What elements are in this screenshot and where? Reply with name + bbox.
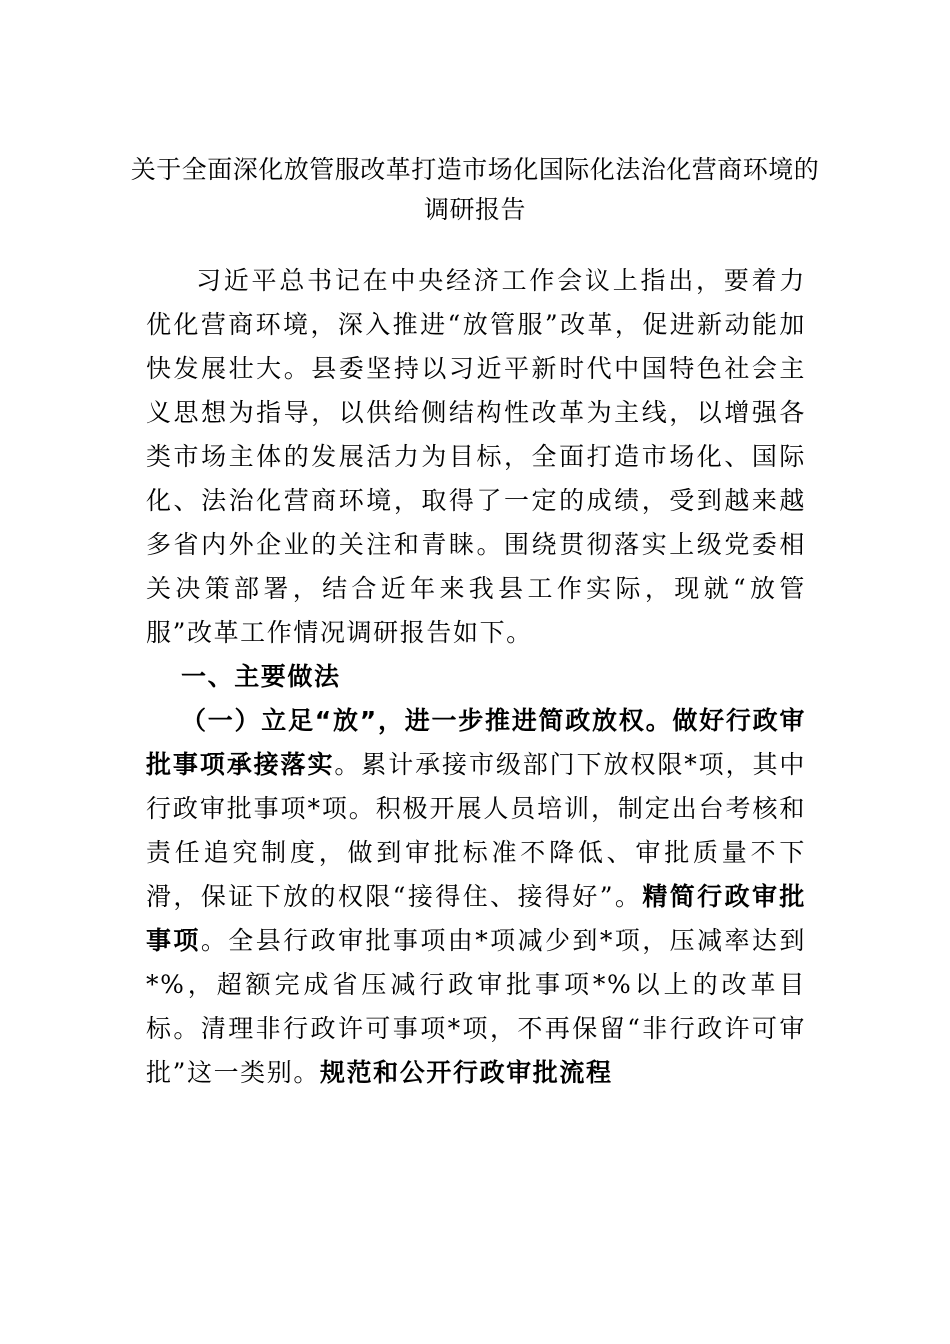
section-heading: 一、主要做法	[181, 662, 341, 691]
point2-text: 。全县行政审批事项由*项减少到*项，压减率达到*%，超额完成省压减行政审批事项*%以上的改革目标。清理非行政许可事项*项，不再保留“非行政许可审批”这一类别。	[146, 926, 806, 1087]
point1-title: 做好行政审批事项承接落实	[146, 706, 806, 779]
subsection-heading: （一）立足“放”，进一步推进简政放权。	[181, 706, 673, 735]
point1-text: 。累计承接市级部门下放权限*项，其中行政审批事项*项。积极开展人员培训，制定出台考核和责任追究制度，做到审批标准不降低、审批质量不下滑，保证下放的权限“接得住、接得好”。	[146, 750, 806, 911]
document-title: 关于全面深化放管服改革打造市场化国际化法治化营商环境的调研报告	[130, 155, 820, 224]
point3-title: 规范和公开行政审批流程	[319, 1058, 613, 1087]
subsection-paragraph	[146, 699, 806, 1095]
point2-title: 精简行政审批事项	[146, 882, 806, 955]
intro-paragraph: 习近平总书记在中央经济工作会议上指出，要着力优化营商环境，深入推进“放管服”改革，促进新动能加快发展壮大。县委坚持以习近平新时代中国特色社会主义思想为指导，以供给侧结构性改革为主线，以增强各类市场主体的发展活力为目标，全面打造市场化、国际化、法治化营商环境，取得了一定的成绩，受到越来越多省内外企业的关注和青睐。围绕贯彻落实上级党委相关决策部署，结合近年来我县工作实际，现就“放管服”改革工作情况调研报告如下。	[146, 266, 806, 647]
document-body	[146, 259, 806, 1095]
